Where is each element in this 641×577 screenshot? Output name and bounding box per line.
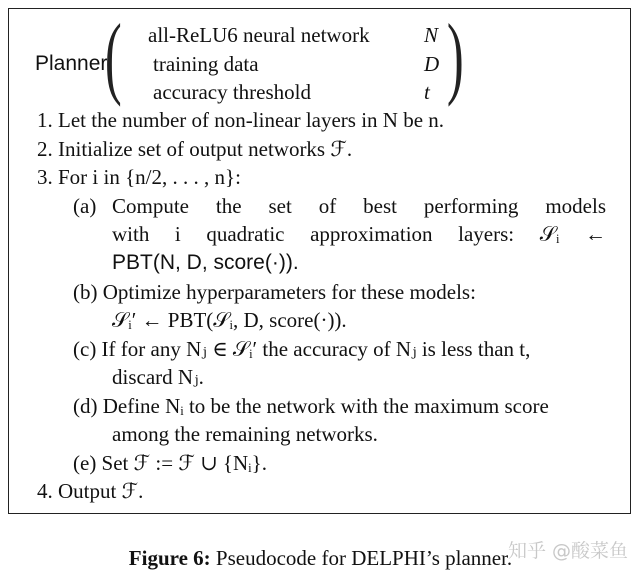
caption-text: Pseudocode for DELPHI’s planner. <box>210 546 513 570</box>
figure-caption <box>0 546 641 571</box>
substep-b-line1: (b) Optimize hyperparameters for these models: <box>73 280 476 304</box>
substep-a-label: (a) <box>73 194 97 218</box>
step-4: 4. Output ℱ. <box>37 479 144 503</box>
planner-label: Planner <box>35 52 108 75</box>
right-paren: ) <box>446 5 464 107</box>
param-symbol: N <box>424 23 439 47</box>
substep-c-line2: discard Nⱼ. <box>112 365 204 389</box>
substep-e-line1: (e) Set ℱ := ℱ ∪ {Nᵢ}. <box>73 451 267 475</box>
param-name: accuracy threshold <box>153 80 312 104</box>
substep-a-line1: Compute the set of best performing models <box>112 194 606 218</box>
param-symbol: t <box>424 80 430 104</box>
substep-b-line2: 𝒮ᵢ′ ← PBT(𝒮ᵢ, D, score(·)). <box>112 308 347 332</box>
step-1: 1. Let the number of non-linear layers in N be n. <box>37 108 445 132</box>
step-2: 2. Initialize set of output networks ℱ. <box>37 137 353 161</box>
param-name: training data <box>153 52 259 76</box>
param-name: all-ReLU6 neural network <box>148 23 370 47</box>
substep-d-line2: among the remaining networks. <box>112 422 378 446</box>
substep-c-line1: (c) If for any Nⱼ ∈ 𝒮ᵢ′ the accuracy of Nⱼ is less than t, <box>73 337 531 361</box>
watermark: 知乎 @酸菜鱼 <box>508 540 629 562</box>
left-paren: ( <box>104 5 122 107</box>
substep-d-line1: (d) Define Nᵢ to be the network with the maximum score <box>73 394 549 418</box>
substep-a-line2: with i quadratic approximation layers: 𝒮ᵢ ← <box>112 222 606 246</box>
param-symbol: D <box>424 52 440 76</box>
caption-label: Figure 6: <box>128 546 211 570</box>
step-3: 3. For i in {n/2, . . . , n}: <box>37 165 241 189</box>
substep-a-line3: PBT(N, D, score(·)). <box>112 251 299 274</box>
